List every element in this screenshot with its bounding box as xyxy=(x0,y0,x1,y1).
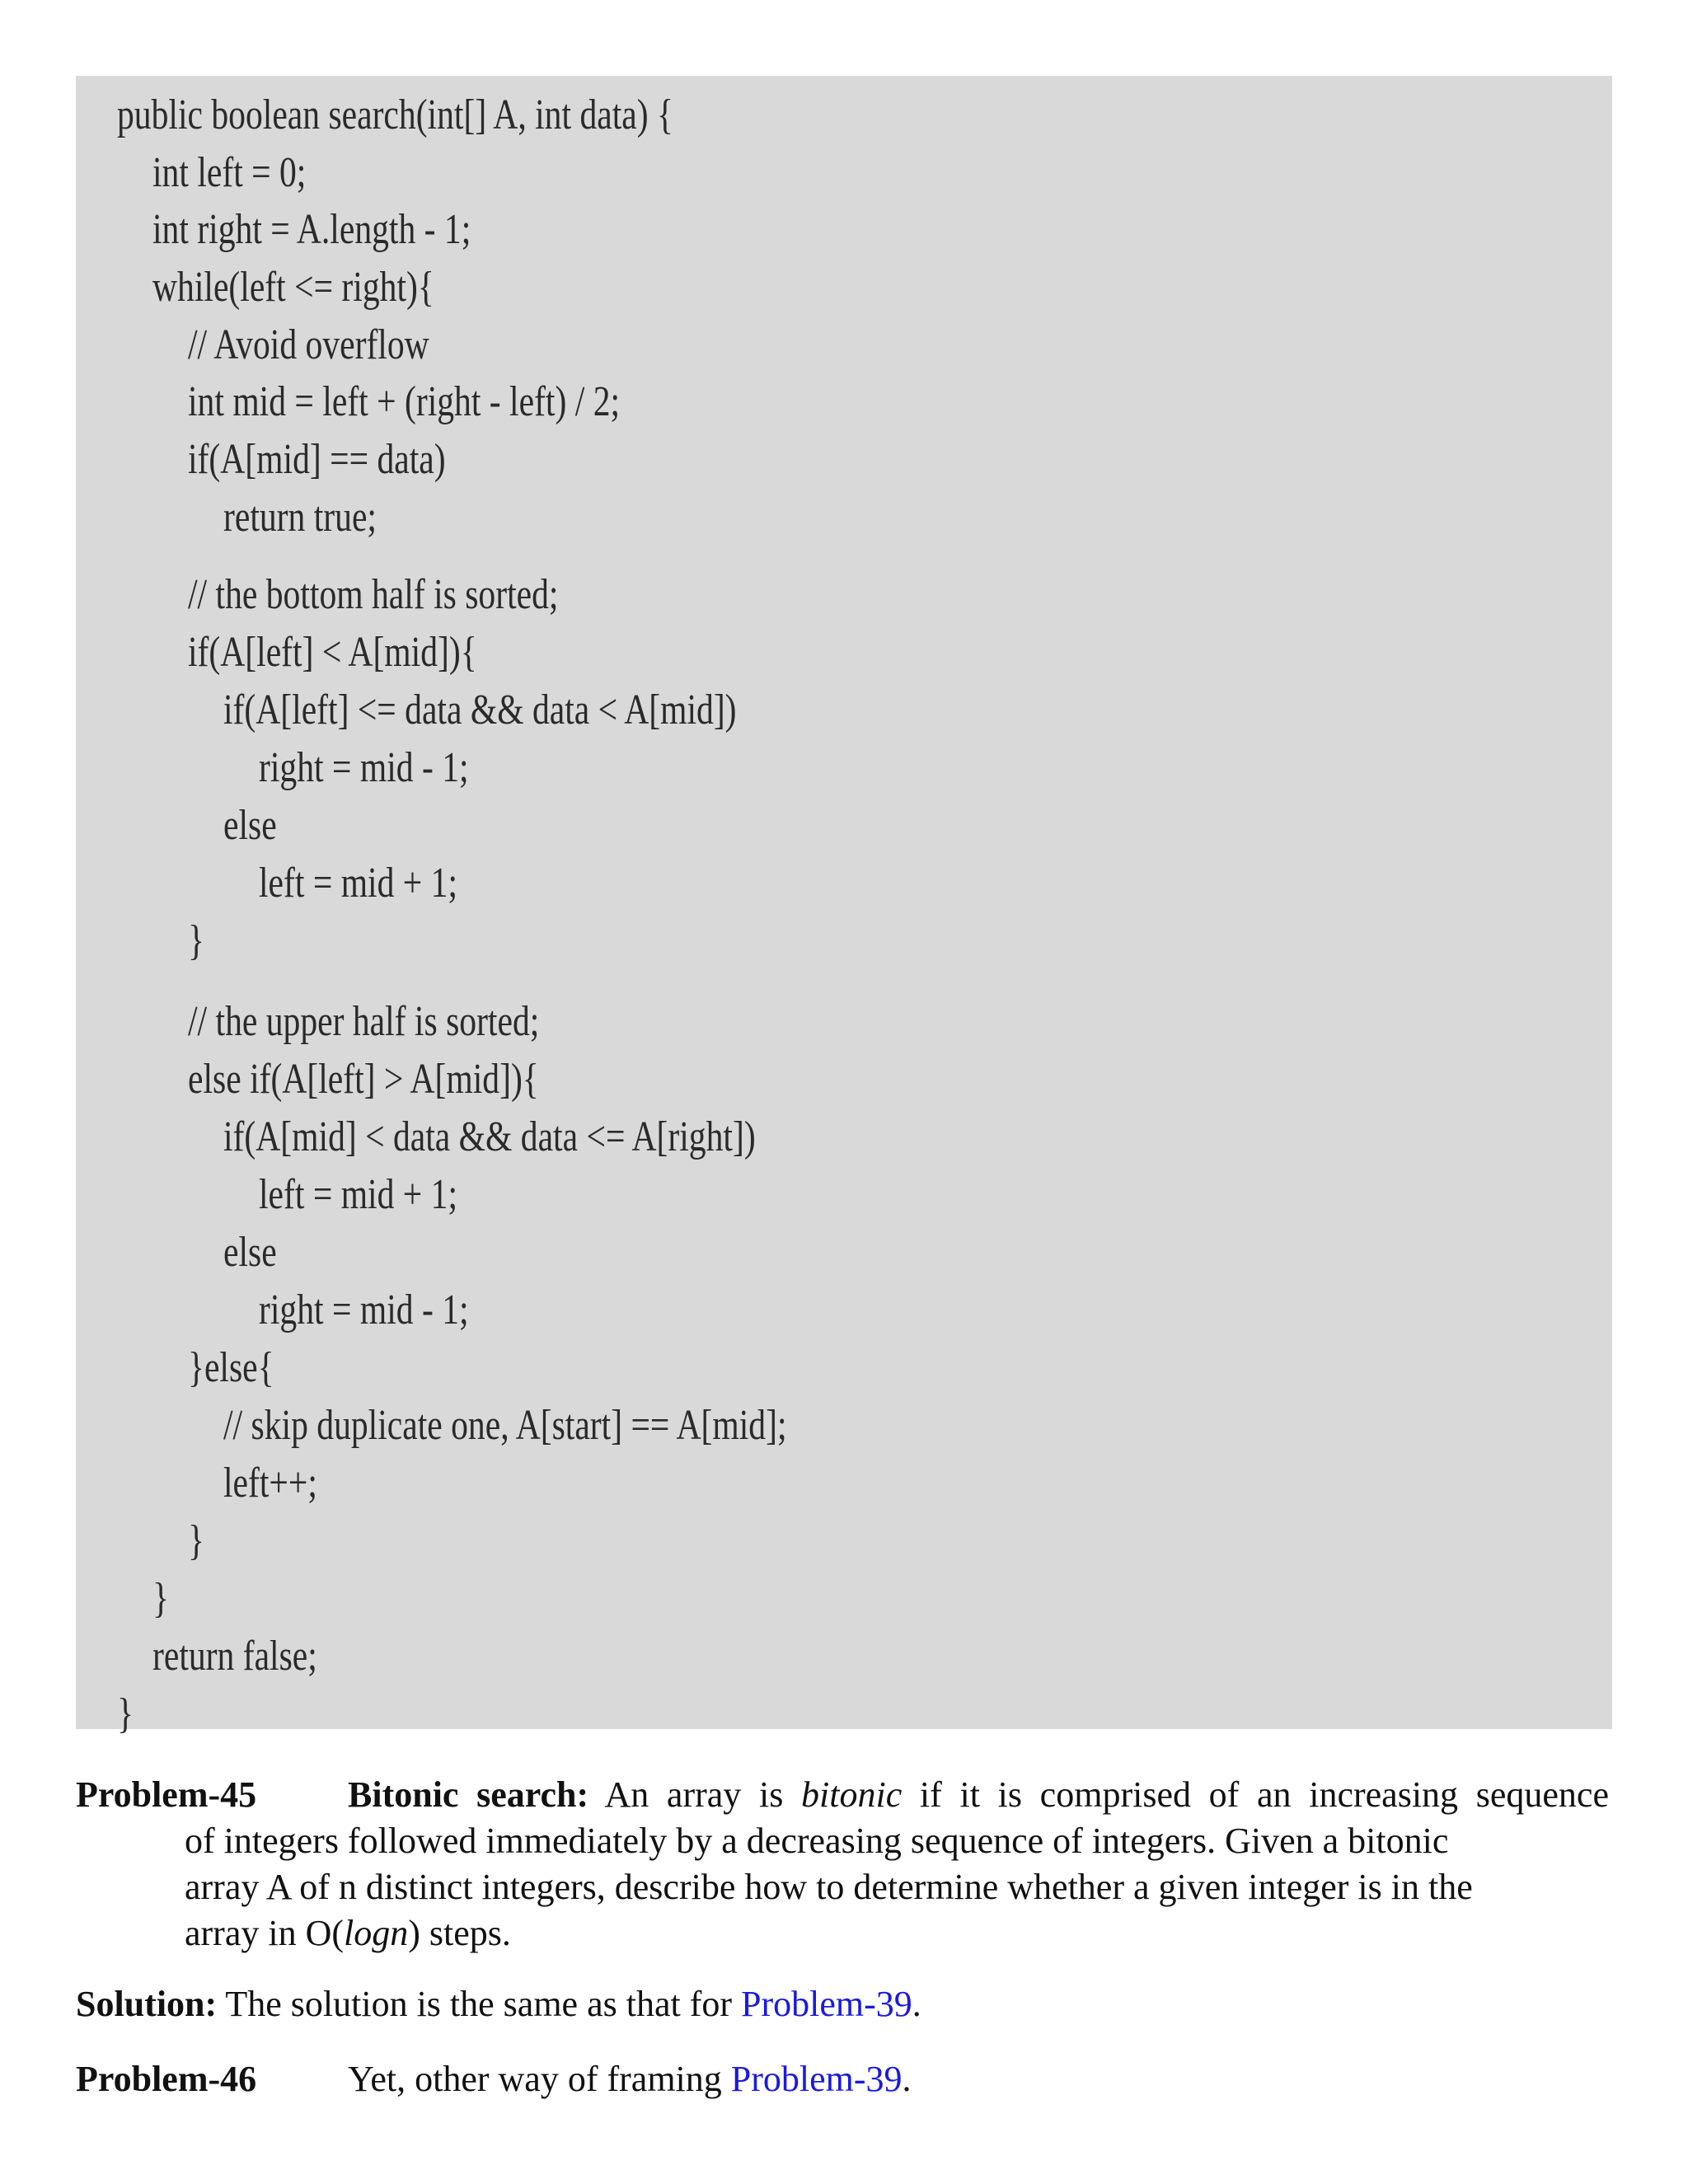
code-line: if(A[left] <= data && data < A[mid]) xyxy=(223,687,737,733)
code-line: else xyxy=(223,802,277,849)
code-line: left = mid + 1; xyxy=(259,860,458,907)
solution-label: Solution: xyxy=(76,1984,218,2024)
code-line: if(A[left] < A[mid]){ xyxy=(188,629,477,676)
code-line: // the upper half is sorted; xyxy=(188,998,540,1045)
code-block xyxy=(76,76,1612,1737)
code-line: return false; xyxy=(152,1633,317,1680)
problem-39-link[interactable]: Problem-39 xyxy=(741,1984,912,2024)
code-line: } xyxy=(188,1517,204,1564)
problem-39-link-2[interactable]: Problem-39 xyxy=(730,2059,903,2099)
code-line: public boolean search(int[] A, int data) { xyxy=(117,91,673,138)
code-line: else xyxy=(223,1229,277,1276)
code-line: // skip duplicate one, A[start] == A[mid]; xyxy=(223,1402,787,1449)
code-line: if(A[mid] < data && data <= A[right]) xyxy=(223,1113,756,1160)
solution: Solution: The solution is the same as that for Problem-39. xyxy=(76,1984,921,2024)
code-line: return true; xyxy=(223,494,377,541)
problem-45-label: Problem-45 xyxy=(76,1774,257,1815)
code-line: int mid = left + (right - left) / 2; xyxy=(188,378,621,425)
code-line: int right = A.length - 1; xyxy=(152,206,471,253)
problem-45-title: Bitonic search: xyxy=(348,1774,589,1815)
problem-45: Problem-45 Bitonic search: An array is bitonic if it is comprised of an increasing sequence of integers followed immediately by a decreasing sequence of integers. Given a bitonic array A of n distinct integers, describe how to determine whether a given integer is in the array in O(logn) steps. xyxy=(76,1772,1609,1957)
code-line: right = mid - 1; xyxy=(259,1286,469,1333)
code-line: while(left <= right){ xyxy=(152,264,434,311)
code-line: left++; xyxy=(223,1460,317,1507)
code-line: } xyxy=(188,917,204,964)
code-line: int left = 0; xyxy=(152,149,307,196)
code-line: // the bottom half is sorted; xyxy=(188,571,559,618)
code-line: else if(A[left] > A[mid]){ xyxy=(188,1056,539,1103)
code-line: }else{ xyxy=(188,1344,274,1391)
problem-46-label: Problem-46 xyxy=(76,2059,257,2099)
code-line: right = mid - 1; xyxy=(259,744,469,791)
code-line: } xyxy=(152,1575,169,1622)
problem-46: Problem-46 Yet, other way of framing Problem-39. xyxy=(76,2056,1609,2102)
code-line: if(A[mid] == data) xyxy=(188,436,446,483)
code-line: left = mid + 1; xyxy=(259,1171,458,1218)
code-line: // Avoid overflow xyxy=(188,321,429,368)
code-line: } xyxy=(117,1690,134,1737)
